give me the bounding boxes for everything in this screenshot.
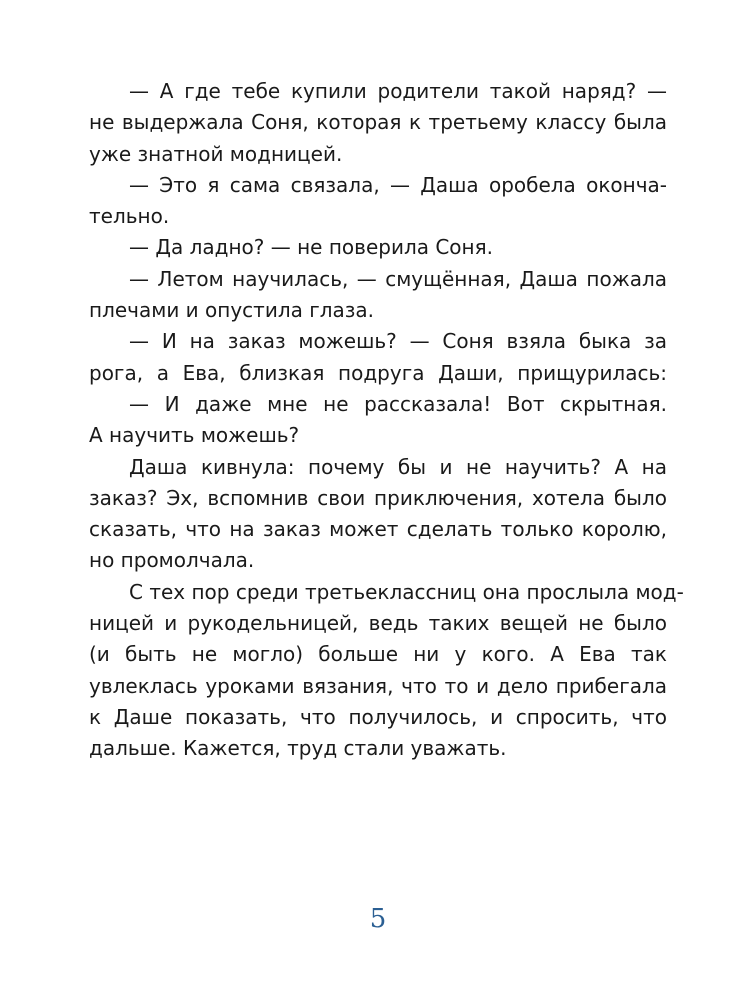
text-line: рога, а Ева, близкая подруга Даши, прищурилась: — [89, 360, 667, 385]
text-line: ницей и рукодельницей, ведь таких вещей не было — [89, 611, 667, 636]
text-line: — Летом научилась, — смущённая, Даша пожала — [129, 266, 667, 291]
text-line: не выдержала Соня, которая к третьему классу была — [89, 110, 667, 135]
text-line: но промолчала. — [89, 548, 255, 573]
text-line: увлеклась уроками вязания, что то и дело прибегала — [89, 673, 667, 698]
text-line: А научить можешь? — [89, 423, 300, 448]
text-line: — Это я сама связала, — Даша оробела оконча- — [129, 172, 667, 197]
text-line: дальше. Кажется, труд стали уважать. — [89, 736, 507, 761]
text-line: к Даше показать, что получилось, и спросить, что — [89, 704, 667, 729]
story-text — [89, 76, 684, 765]
text-line: С тех пор среди третьеклассниц она прослыла мод- — [129, 579, 684, 604]
text-line: заказ? Эх, вспомнив свои приключения, хотела было — [89, 485, 667, 510]
text-line: — Да ладно? — не поверила Соня. — [129, 235, 494, 260]
page-number: 5 — [369, 904, 387, 934]
text-line: уже знатной модницей. — [89, 141, 343, 166]
text-line: сказать, что на заказ может сделать только королю, — [89, 517, 667, 542]
text-line: тельно. — [89, 204, 170, 229]
text-line: — И даже мне не рассказала! Вот скрытная. — [129, 391, 667, 416]
text-line: — А где тебе купили родители такой наряд? — — [129, 79, 667, 103]
text-line: плечами и опустила глаза. — [89, 298, 375, 323]
text-line: Даша кивнула: почему бы и не научить? А на — [129, 454, 667, 479]
text-line: — И на заказ можешь? — Соня взяла быка за — [129, 329, 667, 354]
text-line: (и быть не могло) больше ни у кого. А Ева так — [89, 642, 667, 667]
